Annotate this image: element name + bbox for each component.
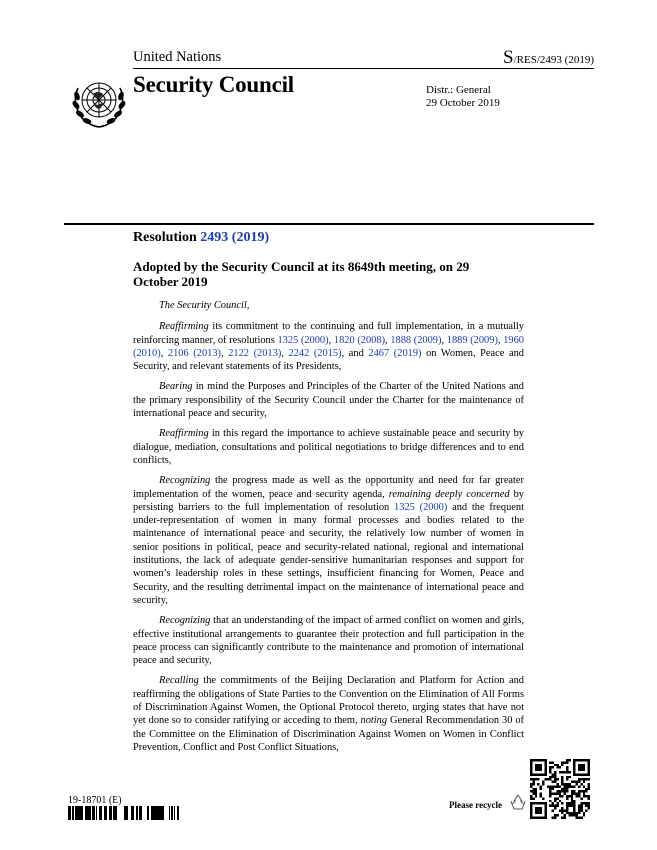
paragraph-text: its commitment to the continuing and full implementation, in a mutually reinforcing manner, of resolutions	[133, 321, 524, 346]
paragraph-reaffirming-2	[133, 427, 524, 467]
paragraph-text: General Recommendation 30 of the Committee on the Elimination of Discrimination Against Women on Women in Conflict Prevention, Conflict and Post Conflict Situations,	[133, 715, 524, 753]
paragraph-text: that an understanding of the impact of armed conflict on women and girls, effective institutional arrangements to guarantee their protection and full participation in the peace process can significantly contribute to the maintenance and promotion of international peace and security,	[133, 615, 524, 667]
lead-word: Recognizing	[159, 475, 211, 487]
paragraph-text: in this regard the importance to achieve sustainable peace and security by dialogue, mediation, consultations and political negotiations to bridge differences and to end conflicts,	[133, 428, 524, 466]
qr-code-icon	[530, 759, 590, 819]
paragraph-opening	[133, 299, 524, 312]
paragraph-reaffirming-1	[133, 320, 524, 373]
lead-word: Bearing	[159, 381, 193, 393]
resolution-number-link[interactable]: 2493 (2019)	[200, 230, 270, 245]
separator: ,	[328, 334, 334, 346]
paragraph-text: and the frequent under-representation of women in many formal processes and bodies related to the maintenance of international peace and security, the relatively low number of women in senior positions in political, peace and security-related national, regional and international institutions, the lack of adequate gender-sensitive humanitarian responses and support for women’s leadership roles in these settings, insufficient financing for Women, Peace and Security, and the resulting detrimental impact on the maintenance of international peace and security,	[133, 501, 524, 606]
resolution-label: Resolution	[133, 230, 197, 245]
lead-word: Recognizing	[159, 615, 211, 627]
symbol-prefix: S	[503, 47, 514, 68]
resolution-body	[133, 299, 524, 761]
paragraph-recognizing-2	[133, 614, 524, 667]
distribution-label: Distr.: General	[426, 84, 491, 96]
recycle-icon	[508, 792, 528, 812]
resolution-title	[133, 230, 269, 246]
adopted-line: Adopted by the Security Council at its 8649th meeting, on 29 October 2019	[133, 259, 470, 289]
resolution-link[interactable]: 1888 (2009)	[390, 334, 442, 346]
resolution-link[interactable]: 2242 (2015)	[288, 347, 342, 359]
title-rule	[64, 223, 594, 225]
resolution-link[interactable]: 1820 (2008)	[333, 334, 386, 346]
paragraph-text: on Women, Peace and Security, and relevant statements of its Presidents,	[133, 347, 524, 373]
distribution-block	[426, 84, 500, 110]
paragraph-bearing	[133, 380, 524, 420]
separator: ,	[385, 334, 391, 346]
resolution-link[interactable]: 1325 (2000)	[394, 501, 448, 513]
resolution-link[interactable]: 1325 (2000)	[277, 334, 329, 346]
resolution-link[interactable]: 2122 (2013)	[228, 347, 282, 359]
organ-title: Security Council	[133, 72, 294, 97]
document-code: 19-18701 (E)	[68, 795, 122, 806]
lead-word: Recalling	[159, 675, 199, 687]
document-symbol	[503, 47, 594, 69]
org-name: United Nations	[133, 49, 222, 65]
resolution-link[interactable]: 2106 (2013)	[167, 347, 221, 359]
lead-word: Reaffirming	[159, 321, 209, 333]
header-rule	[133, 68, 594, 69]
resolution-link[interactable]: 2467 (2019)	[368, 347, 422, 359]
paragraph-text: the commitments of the Beijing Declaration and Platform for Action and reaffirming the obligations of State Parties to the Convention on the Elimination of All Forms of Discrimination Against Women, the Optional Protocol thereto, urging states that have not yet done so to consider ratifying or acceding to them,	[133, 675, 524, 727]
separator: ,	[497, 334, 504, 346]
separator: ,	[441, 334, 447, 346]
lead-word: Reaffirming	[159, 428, 209, 440]
separator: , and	[341, 347, 369, 359]
separator: ,	[160, 347, 168, 359]
emphasis-text: remaining deeply concerned	[388, 488, 510, 500]
emphasis-text: noting	[360, 715, 388, 727]
un-emblem-icon	[68, 74, 130, 132]
issue-date: 29 October 2019	[426, 97, 500, 109]
symbol-number: /RES/2493 (2019)	[513, 54, 594, 66]
paragraph-text: by persisting barriers to the full implementation of resolution	[133, 488, 524, 513]
resolution-link[interactable]: 1889 (2009)	[446, 334, 498, 346]
paragraph-text: the progress made as well as the opportunity and need for far greater implementation of the women, peace and security agenda,	[133, 475, 524, 500]
barcode-icon	[68, 806, 180, 820]
separator: ,	[281, 347, 289, 359]
paragraph-recognizing-1	[133, 474, 524, 607]
please-recycle-label: Please recycle	[449, 800, 503, 810]
paragraph-recalling	[133, 674, 524, 754]
paragraph-text: in mind the Purposes and Principles of the Charter of the United Nations and the primary responsibility of the Security Council under the Charter for the maintenance of international peace and security,	[133, 381, 524, 420]
resolution-link[interactable]: 1960 (2010)	[133, 334, 524, 359]
separator: ,	[221, 347, 229, 359]
opening-text: The Security Council,	[159, 300, 250, 311]
